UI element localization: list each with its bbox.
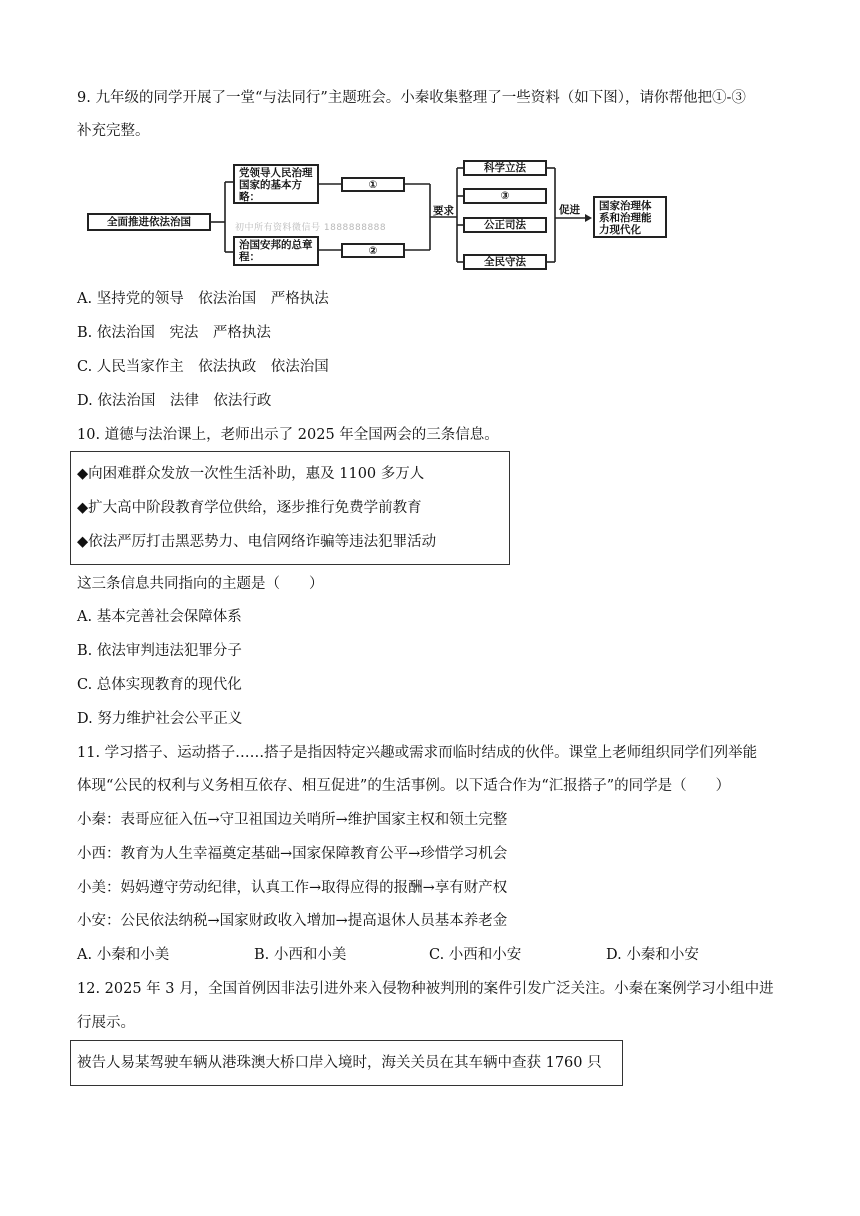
q9-option-a: A. 坚持党的领导 依法治国 严格执法: [77, 291, 329, 307]
diagram-item-1: 科学立法: [463, 160, 547, 176]
q12-stem-line1: 12. 2025 年 3 月，全国首例因非法引进外来入侵物种被判刑的案件引发广泛关注。小秦在案例学习小组中进: [77, 981, 774, 997]
q11-case-2: 小西：教育为人生幸福奠定基础→国家保障教育公平→珍惜学习机会: [77, 846, 508, 862]
q9-option-c: C. 人民当家作主 依法执政 依法治国: [77, 359, 329, 375]
q11-stem-line1: 11. 学习搭子、运动搭子……搭子是指因特定兴趣或需求而临时结成的伙伴。课堂上老师组织同学们列举能: [77, 745, 758, 761]
watermark-text: 初中所有资料微信号 1888888888: [235, 223, 387, 233]
diagram-item-2: ③: [463, 188, 547, 204]
q9-stem-line1: 9. 九年级的同学开展了一堂“与法同行”主题班会。小秦收集整理了一些资料（如下图），请你帮他把①-③: [77, 90, 746, 106]
q10-option-d: D. 努力维护社会公平正义: [77, 711, 243, 727]
q10-question: 这三条信息共同指向的主题是（ ）: [77, 576, 324, 592]
q10-info-2: ◆扩大高中阶段教育学位供给，逐步推行免费学前教育: [77, 500, 422, 516]
q10-stem: 10. 道德与法治课上，老师出示了 2025 年全国两会的三条信息。: [77, 427, 499, 443]
q10-info-3: ◆依法严厉打击黑恶势力、电信网络诈骗等违法犯罪活动: [77, 534, 437, 550]
diagram-blank-2: ②: [341, 243, 405, 258]
q11-option-a: A. 小秦和小美: [77, 947, 170, 963]
q11-option-b: B. 小西和小美: [254, 947, 347, 963]
q10-info-1: ◆向困难群众发放一次性生活补助，惠及 1100 多万人: [77, 466, 425, 482]
q11-stem-line2: 体现“公民的权利与义务相互依存、相互促进”的生活事例。以下适合作为“汇报搭子”的同学是（ ）: [77, 778, 731, 794]
q11-case-1: 小秦：表哥应征入伍→守卫祖国边关哨所→维护国家主权和领土完整: [77, 812, 508, 828]
diagram-item-4: 全民守法: [463, 254, 547, 270]
q10-option-a: A. 基本完善社会保障体系: [77, 609, 242, 625]
diagram-root: 全面推进依法治国: [87, 213, 211, 231]
q9-option-d: D. 依法治国 法律 依法行政: [77, 393, 272, 409]
q10-info-box: [70, 451, 510, 565]
q9-stem-line2: 补充完整。: [77, 123, 150, 139]
diagram-promote-label: 促进: [559, 204, 580, 216]
diagram-result: 国家治理体系和治理能力现代化: [593, 196, 667, 238]
q10-option-c: C. 总体实现教育的现代化: [77, 677, 242, 693]
q11-options-row: [77, 945, 777, 965]
diagram-require-label: 要求: [433, 205, 454, 217]
q9-diagram: [85, 156, 685, 274]
q12-stem-line2: 行展示。: [77, 1015, 135, 1031]
diagram-blank-1: ①: [341, 177, 405, 192]
q11-option-c: C. 小西和小安: [429, 947, 522, 963]
q11-option-d: D. 小秦和小安: [606, 947, 699, 963]
diagram-branch-top: 党领导人民治理国家的基本方略：: [233, 164, 319, 204]
diagram-branch-bottom: 治国安邦的总章程：: [233, 236, 319, 266]
q11-case-3: 小美：妈妈遵守劳动纪律，认真工作→取得应得的报酬→享有财产权: [77, 880, 508, 896]
diagram-item-3: 公正司法: [463, 217, 547, 233]
q12-box-text: 被告人易某驾驶车辆从港珠澳大桥口岸入境时，海关关员在其车辆中查获 1760 只: [77, 1055, 602, 1071]
q11-case-4: 小安：公民依法纳税→国家财政收入增加→提高退休人员基本养老金: [77, 913, 508, 929]
q9-option-b: B. 依法治国 宪法 严格执法: [77, 325, 271, 341]
q12-case-box: [70, 1040, 623, 1086]
q10-option-b: B. 依法审判违法犯罪分子: [77, 643, 242, 659]
